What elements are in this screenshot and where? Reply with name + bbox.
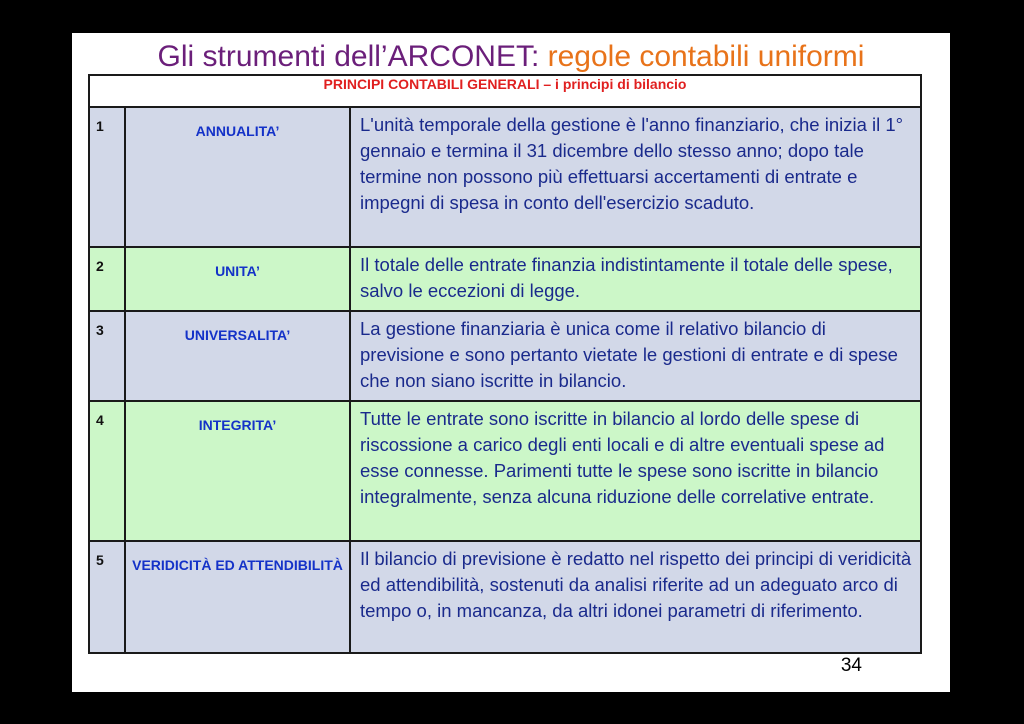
slide-title-accent: regole contabili uniformi — [547, 40, 865, 73]
principle-description: Tutte le entrate sono iscritte in bilancio al lordo delle spese di riscossione a carico degli enti locali e di altre eventuali spese ad esse connesse. Parimenti tutte le spese sono iscritte in bilancio integralmente, senza alcuna riduzione delle correlative entrate. — [350, 401, 921, 541]
principle-description: L'unità temporale della gestione è l'anno finanziario, che inizia il 1° gennaio e termina il 31 dicembre dello stesso anno; dopo tale termine non possono più effettuarsi accertamenti di entrate e impegni di spesa in conto dell'esercizio scaduto. — [350, 107, 921, 247]
slide-title — [72, 39, 950, 75]
row-number: 4 — [89, 401, 125, 541]
slide — [72, 33, 950, 692]
table-row — [89, 311, 921, 401]
table-row — [89, 247, 921, 311]
principle-description: La gestione finanziaria è unica come il relativo bilancio di previsione e sono pertanto vietate le gestioni di entrate e di spese che non siano iscritte in bilancio. — [350, 311, 921, 401]
principle-description: Il totale delle entrate finanzia indistintamente il totale delle spese, salvo le eccezioni di legge. — [350, 247, 921, 311]
table-row — [89, 541, 921, 653]
principle-name: UNITA’ — [125, 247, 350, 311]
principle-name: VERIDICITÀ ED ATTENDIBILITÀ — [125, 541, 350, 653]
principle-name: INTEGRITA’ — [125, 401, 350, 541]
page-number: 34 — [840, 655, 862, 676]
row-number: 5 — [89, 541, 125, 653]
principle-name: ANNUALITA’ — [125, 107, 350, 247]
principle-description: Il bilancio di previsione è redatto nel rispetto dei principi di veridicità ed attendibilità, sostenuti da analisi riferite ad un adeguato arco di tempo o, in mancanza, da altri idonei parametri di riferimento. — [350, 541, 921, 653]
row-number: 1 — [89, 107, 125, 247]
row-number: 2 — [89, 247, 125, 311]
row-number: 3 — [89, 311, 125, 401]
principle-name: UNIVERSALITA’ — [125, 311, 350, 401]
slide-title-main: Gli strumenti dell’ARCONET: — [157, 40, 548, 73]
table-header: PRINCIPI CONTABILI GENERALI – i principi di bilancio — [89, 75, 921, 107]
table-row — [89, 107, 921, 247]
principles-table — [88, 74, 922, 654]
table-row — [89, 401, 921, 541]
